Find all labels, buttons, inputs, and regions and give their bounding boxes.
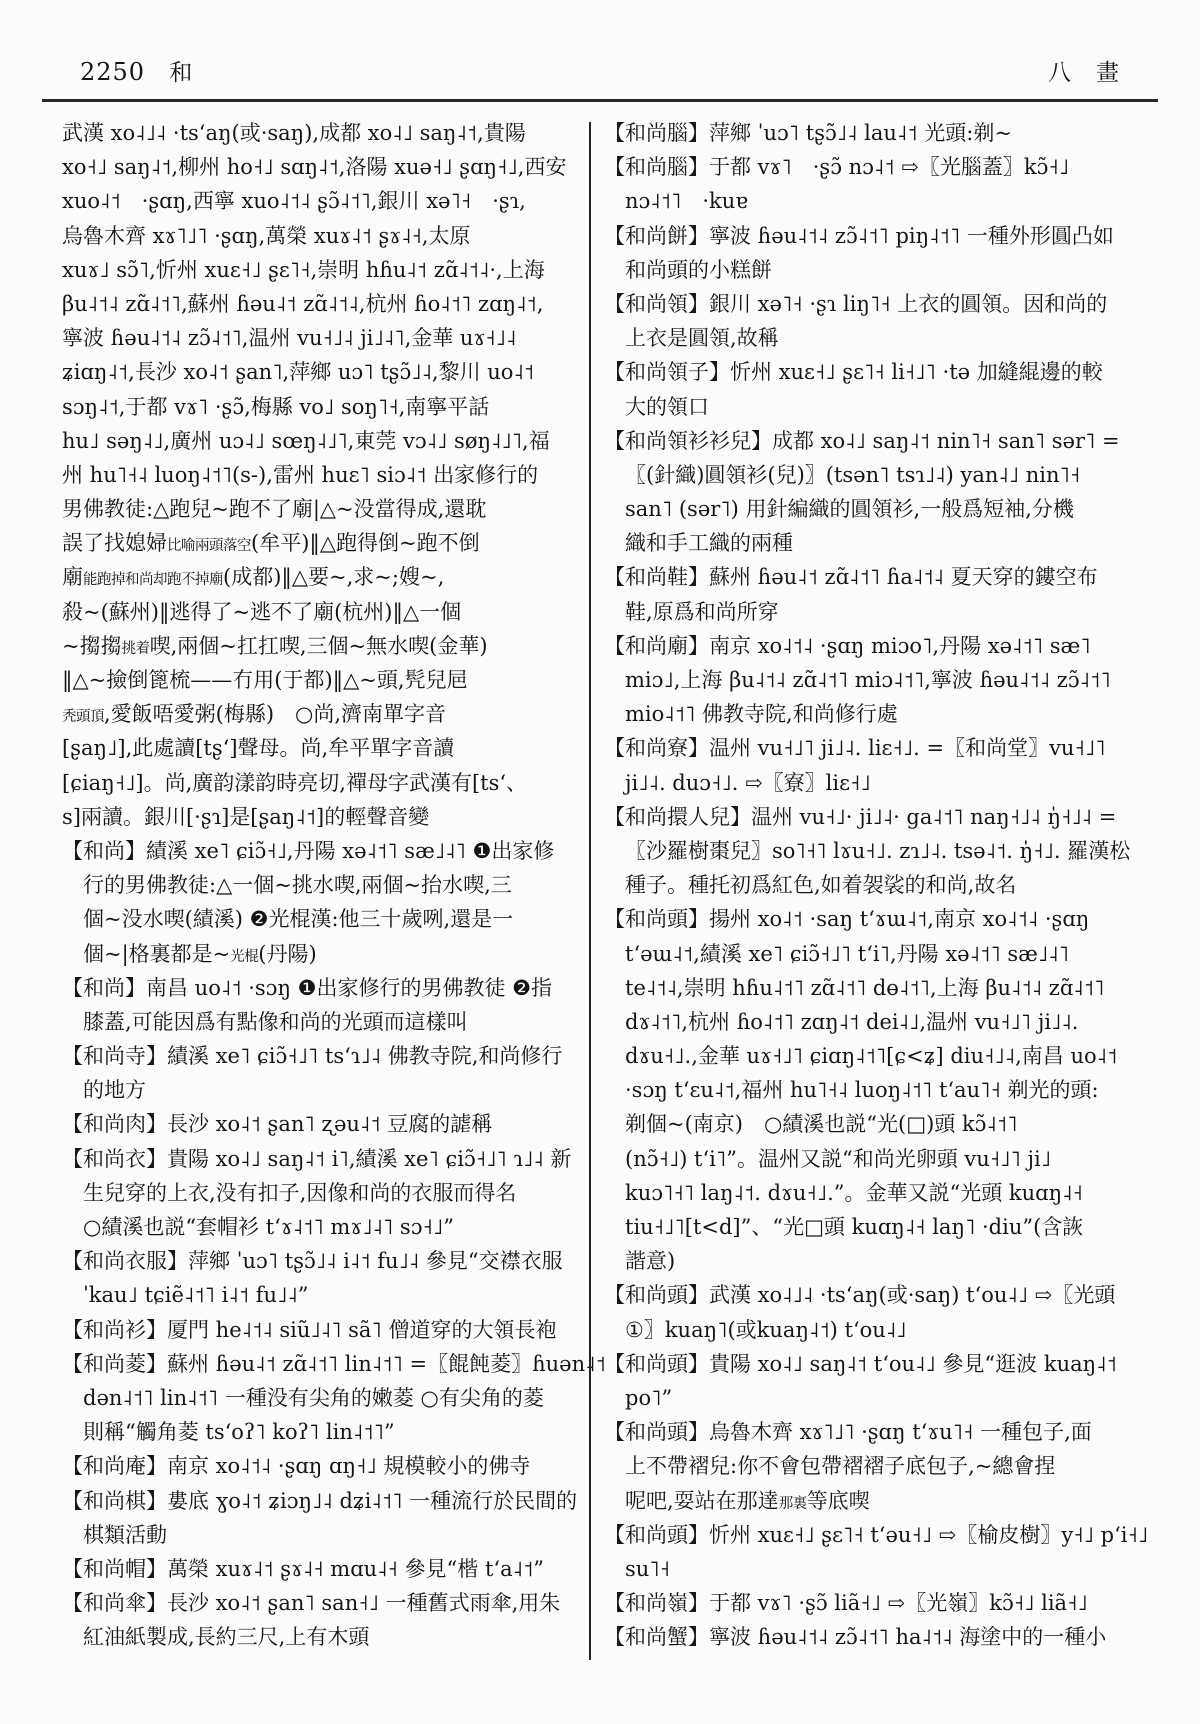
text-line xyxy=(62,321,586,355)
text-line xyxy=(62,560,586,594)
text-segment: 【和尚領子】忻州 xuɛ˧˩ ʂɛ˥˧ li˧˩˥ ·tə 加縫緄邊的較 xyxy=(604,360,1103,385)
text-segment: kuɔ˥˧˥ laŋ˨˦. dɤu˧˩.”。金華又説“光頭 kuɑŋ˨˧ xyxy=(625,1180,1083,1205)
text-segment: 上衣是圓領,故稱 xyxy=(625,326,779,351)
text-segment: mio˨˦˥ 佛教寺院,和尚修行處 xyxy=(625,702,898,727)
text-segment: 剃個~(南京) ○績溪也説“光(□)頭 kɔ̃˨˦˥ xyxy=(625,1112,1018,1137)
text-line xyxy=(62,526,586,560)
annotation-small-text: 秃頭頂 xyxy=(62,709,104,726)
text-segment: su˥˧ xyxy=(625,1556,671,1581)
text-segment: 【和尚嶺】于都 vɤ˥ ·ʂɔ̃ liã˧˩ ⇨〖光嶺〗kɔ̃˧˩ liã˧˩ xyxy=(604,1591,1088,1616)
text-line xyxy=(604,287,1139,321)
annotation-small-text: 光棍 xyxy=(230,948,259,965)
text-segment: 呢吧,耍站在那達 xyxy=(625,1488,779,1513)
text-line xyxy=(62,902,586,936)
text-segment: [ʂaŋ˩],此處讀[tʂʻ]聲母。尚,牟平單字音讀 xyxy=(62,736,455,761)
annotation-small-text: 挑着 xyxy=(121,640,150,657)
text-segment: xuɤ˩ sɔ̃˥,忻州 xuɛ˧˩ ʂɛ˥˧,崇明 hɦu˨˦ zɑ̃˨˦˨·,上海 xyxy=(62,257,545,282)
text-segment: 寧波 ɦəu˨˦˨ zɔ̃˨˦˥,温州 vu˧˩˨ ji˩˨˥,金華 uɤ˧˩˨ xyxy=(62,326,517,351)
text-line xyxy=(604,492,1139,526)
text-line xyxy=(604,1449,1139,1483)
text-line xyxy=(604,629,1139,663)
text-line xyxy=(62,150,586,184)
text-line xyxy=(62,1449,586,1483)
text-segment: 則稱“觸角菱 tsʻoʔ˥ koʔ˥ lin˨˦˥” xyxy=(83,1420,395,1445)
text-segment: po˥” xyxy=(625,1385,673,1410)
text-segment: 〖(針織)圓領衫(兒)〗(tsən˥ tsɿ˩˨) yan˨˩ nin˥˧ xyxy=(625,462,1081,487)
page-header xyxy=(0,0,1200,87)
text-segment: 【和尚鞋】蘇州 ɦəu˨˦ zɑ̃˨˦˥ ɦa˨˦˨ 夏天穿的鏤空布 xyxy=(604,565,1098,590)
text-line xyxy=(604,1278,1139,1312)
annotation-small-text: 那裏 xyxy=(778,1495,807,1512)
section-character: 和 xyxy=(169,60,194,86)
text-segment: 喫,兩個~扛扛喫,三個~無水喫(金華) xyxy=(149,633,488,658)
text-line xyxy=(604,184,1139,218)
text-segment: 廟 xyxy=(62,565,83,590)
text-line xyxy=(62,253,586,287)
text-line xyxy=(62,1244,586,1278)
text-line xyxy=(62,424,586,458)
text-segment: 【和尚領衫衫兒】成都 xo˨˩ saŋ˨˦ nin˥˧ san˥ sər˥ = xyxy=(604,428,1120,453)
text-line xyxy=(62,697,586,731)
header-right xyxy=(1048,54,1120,87)
text-line xyxy=(62,1039,586,1073)
text-segment: 【和尚頭】貴陽 xo˨˩ saŋ˨˦ tʻou˨˩ 參見“逛波 kuaŋ˨˦ xyxy=(604,1351,1117,1376)
text-line xyxy=(62,1381,586,1415)
text-segment: 行的男佛教徒:△一個~挑水喫,兩個~抬水喫,三 xyxy=(83,873,512,898)
text-segment: 諧意) xyxy=(625,1249,676,1274)
text-segment: 烏魯木齊 xɤ˥˩˥ ·ʂɑŋ,萬榮 xuɤ˨˦ ʂɤ˨˧,太原 xyxy=(62,223,471,248)
text-line xyxy=(604,424,1139,458)
text-segment: 個~|格裏都是~ xyxy=(83,941,231,966)
text-line xyxy=(62,458,586,492)
text-line xyxy=(604,1381,1139,1415)
text-segment: 〖沙羅樹棗兒〗so˥˧˥ lɤu˧˩. zɿ˩˨. tsə˨˦. ŋ̍˧˩. 羅漢松 xyxy=(625,838,1131,863)
text-line xyxy=(604,1347,1139,1381)
text-segment: (丹陽) xyxy=(258,941,317,966)
text-line xyxy=(62,1484,586,1518)
text-segment: dɤu˧˩.,金華 uɤ˧˩˥ ɕiɑŋ˨˦˥[ɕ<ʑ] diu˧˩˨,南昌 uo˨˦ xyxy=(625,1044,1118,1069)
text-segment: san˥ (sər˥) 用針編織的圓領衫,一般爲短袖,分機 xyxy=(625,497,1074,522)
text-line xyxy=(62,492,586,526)
text-segment: 等底喫 xyxy=(806,1488,870,1513)
page-number: 2250 xyxy=(80,58,146,86)
text-segment: s]兩讀。銀川[·ʂɿ]是[ʂaŋ˨˦]的輕聲音變 xyxy=(62,804,430,829)
text-line xyxy=(62,800,586,834)
text-segment: 男佛教徒:△跑兒~跑不了廟|△~没當得成,還耽 xyxy=(62,497,487,522)
text-line xyxy=(604,219,1139,253)
text-line xyxy=(604,1039,1139,1073)
text-line xyxy=(604,321,1139,355)
text-line xyxy=(62,1552,586,1586)
text-segment: 【和尚傘】長沙 xo˨˦ ʂan˥ san˧˩ 一種舊式雨傘,用朱 xyxy=(62,1591,561,1616)
text-line xyxy=(604,390,1139,424)
text-segment: 【和尚衫】厦門 he˨˦˨ siũ˩˨˥ sã˥ 僧道穿的大領長袍 xyxy=(62,1317,557,1342)
text-segment: dɤ˨˦˥,杭州 ɦo˨˦˥ zɑŋ˨˦ dei˨˩,温州 vu˧˩˥ ji˩˨. xyxy=(625,1009,1079,1034)
text-line xyxy=(62,766,586,800)
text-line xyxy=(604,1142,1139,1176)
text-line xyxy=(62,1518,586,1552)
text-segment: 【和尚寮】温州 vu˧˩˥ ji˩˨. liɛ˧˩. =〖和尚堂〗vu˧˩˥ xyxy=(604,736,1106,761)
text-line xyxy=(62,287,586,321)
text-segment: 【和尚棋】婁底 ɣo˨˦ ʑiɔŋ˩˨ dʑi˨˦˥ 一種流行於民間的 xyxy=(62,1488,578,1513)
text-segment: ʑiɑŋ˨˦,長沙 xo˨˦ ʂan˥,萍鄉 uɔ˥ tʂɔ̃˩˨,黎川 uo˨˦ xyxy=(62,360,535,385)
text-segment: [ɕiaŋ˧˩]。尚,廣韵漾韵時亮切,禪母字武漢有[tsʻ、 xyxy=(62,770,528,795)
text-segment: 種子。種托初爲紅色,如着袈裟的和尚,故名 xyxy=(625,873,1017,898)
text-segment: ‖△~撿倒篦梳——冇用(于都)‖△~頭,髠兒㞎 xyxy=(62,668,468,692)
text-line xyxy=(604,595,1139,629)
text-line xyxy=(604,458,1139,492)
text-segment: xo˧˩ saŋ˨˦,柳州 ho˧˩ sɑŋ˨˦,洛陽 xuə˧˩ ʂɑŋ˧˩,西安 xyxy=(62,155,567,180)
text-line xyxy=(62,1586,586,1620)
text-line xyxy=(62,663,586,697)
text-segment: 【和尚肉】長沙 xo˨˦ ʂan˥ ʐəu˨˦ 豆腐的謔稱 xyxy=(62,1112,493,1137)
text-line xyxy=(62,116,586,150)
text-line xyxy=(604,800,1139,834)
text-segment: 州 hu˥˧˨ luoŋ˨˦˥(s-),雷州 huɛ˥ siɔ˨˦ 出家修行的 xyxy=(62,462,539,487)
text-segment: dən˨˦˥ lin˨˦˥ 一種没有尖角的嫩菱 ○有尖角的菱 xyxy=(83,1385,544,1410)
text-line xyxy=(62,1005,586,1039)
text-line xyxy=(62,937,586,971)
text-segment: ○績溪也説“套帽衫 tʻɤ˨˦˥ mɤ˩˨˥ sɔ˧˩” xyxy=(83,1215,454,1239)
text-segment: 的地方 xyxy=(83,1078,146,1103)
text-segment: 大的領口 xyxy=(625,394,709,419)
text-line xyxy=(604,1176,1139,1210)
text-segment: ·sɔŋ tʻɛu˨˦,福州 hu˥˧˨ luoŋ˨˦˥ tʻau˥˧ 剃光的頭: xyxy=(625,1078,1099,1103)
text-segment: 【和尚廟】南京 xo˨˦˨ ·ʂɑŋ miɔo˥,丹陽 xə˨˦˥ sæ˥ xyxy=(604,633,1091,658)
annotation-small-text: 比喻兩頭落空 xyxy=(167,538,251,555)
text-line xyxy=(604,697,1139,731)
text-segment: 棋類活動 xyxy=(83,1522,167,1547)
annotation-small-text: 能跑掉和尚却跑不掉廟 xyxy=(83,572,223,589)
text-segment: 【和尚衣】貴陽 xo˨˩ saŋ˨˦ i˥,績溪 xe˥ ɕiɔ̃˧˩˥ ɿ˩˨ 新 xyxy=(62,1146,572,1171)
text-segment: ˈkau˩ tɕiẽ˨˦˥ i˨˦ fu˩˨” xyxy=(83,1283,309,1308)
text-line xyxy=(604,971,1139,1005)
text-segment: 上不帶褶兒:你不會包帶褶褶子底包子,~總會捏 xyxy=(625,1454,1056,1479)
text-segment: sɔŋ˨˦,于都 vɤ˥ ·ʂɔ̃,梅縣 vo˩ soŋ˥˧,南寧平話 xyxy=(62,394,490,419)
column-left xyxy=(62,116,606,1660)
text-segment: 【和尚】績溪 xe˥ ɕiɔ̃˧˩,丹陽 xə˨˦˥ sæ˩˨˥ ❶出家修 xyxy=(62,838,555,863)
text-line xyxy=(62,390,586,424)
text-line xyxy=(604,1005,1139,1039)
text-line xyxy=(604,766,1139,800)
text-line xyxy=(604,560,1139,594)
text-line xyxy=(62,355,586,389)
text-line xyxy=(62,1620,586,1654)
text-columns xyxy=(0,102,1200,1660)
text-line xyxy=(604,1244,1139,1278)
text-segment: 【和尚庵】南京 xo˨˦˨ ·ʂɑŋ ɑŋ˧˩ 規模較小的佛寺 xyxy=(62,1454,531,1479)
text-line xyxy=(604,1107,1139,1141)
text-line xyxy=(62,731,586,765)
text-line xyxy=(62,1313,586,1347)
text-segment: 【和尚餅】寧波 ɦəu˨˦˨ zɔ̃˨˦˥ piŋ˨˦˥ 一種外形圓凸如 xyxy=(604,223,1114,248)
text-line xyxy=(62,219,586,253)
text-line xyxy=(604,1415,1139,1449)
text-line xyxy=(604,902,1139,936)
text-line xyxy=(604,1620,1139,1654)
text-segment: xuo˨˦ ·ʂɑŋ,西寧 xuo˨˦˨ ʂɔ̃˨˦˥,銀川 xə˥˧ ·ʂɿ, xyxy=(62,189,526,214)
text-segment: 【和尚】南昌 uo˨˦ ·sɔŋ ❶出家修行的男佛教徒 ❷指 xyxy=(62,975,552,1000)
text-line xyxy=(604,1073,1139,1107)
text-segment: 【和尚領】銀川 xə˥˧ ·ʂɿ liŋ˥˧ 上衣的圓領。因和尚的 xyxy=(604,291,1108,316)
text-segment: 【和尚衣服】萍鄉 ˈuɔ˥ tʂɔ̃˩˨ i˨˦ fu˩˨ 參見“交襟衣服 xyxy=(62,1249,563,1274)
text-segment: 【和尚菱】蘇州 ɦəu˨˦ zɑ̃˨˦˥ lin˨˦˥ =〖餛飩菱〗ɦuən˨˦ xyxy=(62,1351,606,1376)
text-line xyxy=(604,1586,1139,1620)
text-segment: 【和尚腦】萍鄉 ˈuɔ˥ tʂɔ̃˩˨ lau˨˦ 光頭:剃~ xyxy=(604,121,1012,145)
text-segment: ~搊搊 xyxy=(62,633,122,658)
text-segment: ①〗kuaŋ˥(或kuaŋ˨˦) tʻou˨˩ xyxy=(625,1317,907,1342)
text-segment: 膝蓋,可能因爲有點像和尚的光頭而這樣叫 xyxy=(83,1009,468,1034)
text-segment: 【和尚頭】烏魯木齊 xɤ˥˩˥ ·ʂɑŋ tʻɤu˥˧ 一種包子,面 xyxy=(604,1420,1092,1445)
text-segment: tʻəɯ˨˦,績溪 xe˥ ɕiɔ̃˧˩˥ tʻi˥,丹陽 xə˨˦˥ sæ˩˨˥ xyxy=(625,941,1069,966)
header-left xyxy=(80,54,193,87)
text-line xyxy=(62,834,586,868)
text-segment: 【和尚寺】績溪 xe˥ ɕiɔ̃˧˩˥ tsʻɿ˩˨ 佛教寺院,和尚修行 xyxy=(62,1044,563,1069)
text-segment: tiu˧˩˥[t<d]”、“光□頭 kuɑŋ˨˧ laŋ˥ ·diu”(含詼 xyxy=(625,1215,1084,1239)
text-segment: ji˩˨. duɔ˧˩. ⇨〖寮〗liɛ˧˩ xyxy=(625,770,871,795)
text-segment: 紅油紙製成,長約三尺,上有木頭 xyxy=(83,1625,370,1650)
text-line xyxy=(62,1073,586,1107)
text-segment: 【和尚腦】于都 vɤ˥ ·ʂɔ̃ nɔ˨˦ ⇨〖光腦蓋〗kɔ̃˧˩ xyxy=(604,155,1070,180)
text-segment: nɔ˨˦˥ ·kuɐ xyxy=(625,189,748,214)
text-segment: te˨˦˨,崇明 hɦu˨˦˥ zɑ̃˨˦˥ dɵ˨˦˥,上海 βu˨˦˨ zɑ̃˨˦˥ xyxy=(625,975,1105,1000)
text-line xyxy=(604,150,1139,184)
text-segment: ,愛飯唔愛粥(梅縣) ○尚,濟南單字音 xyxy=(104,702,447,727)
text-line xyxy=(604,355,1139,389)
text-line xyxy=(604,116,1139,150)
text-line xyxy=(604,1313,1139,1347)
text-line xyxy=(62,629,586,663)
text-segment: 誤了找媳婦 xyxy=(62,531,167,556)
column-right xyxy=(591,116,1149,1660)
text-line xyxy=(62,1176,586,1210)
text-line xyxy=(604,731,1139,765)
text-line xyxy=(604,1518,1149,1552)
text-line xyxy=(62,1107,586,1141)
text-segment: 【和尚帽】萬榮 xuɤ˨˦ ʂɤ˨˧ mɑu˨˧ 參見“楷 tʻa˨˦” xyxy=(62,1556,545,1581)
text-line xyxy=(604,937,1139,971)
text-line xyxy=(62,868,586,902)
text-segment: (nɔ̃˧˩) tʻi˥”。温州又説“和尚光卵頭 vu˧˩˥ ji˩ xyxy=(625,1146,1052,1171)
text-line xyxy=(604,1552,1139,1586)
text-line xyxy=(604,526,1139,560)
text-segment: 織和手工織的兩種 xyxy=(625,531,793,556)
text-line xyxy=(62,1210,586,1244)
text-line xyxy=(604,834,1139,868)
text-line xyxy=(604,1210,1139,1244)
text-line xyxy=(62,1347,606,1381)
text-segment: 【和尚擐人兒】温州 vu˧˩· ji˩˨· ga˨˦˥ naŋ˧˩˨ ŋ̍˧˩˨ = xyxy=(604,804,1117,829)
text-segment: hu˩ səŋ˨˩,廣州 uɔ˨˩ sœŋ˨˩˥,東莞 vɔ˨˩ søŋ˨˩˥,福 xyxy=(62,428,550,453)
text-segment: 個~没水喫(績溪) ❷光棍漢:他三十歲咧,還是一 xyxy=(83,907,514,932)
text-segment: 生兒穿的上衣,没有扣子,因像和尚的衣服而得名 xyxy=(83,1180,517,1205)
text-segment: (牟平)‖△跑得倒~跑不倒 xyxy=(251,531,480,556)
text-segment: miɔ˩,上海 βu˨˦˨ zɑ̃˨˦˥ miɔ˨˦˥,寧波 ɦəu˨˦˨ zɔ̃˨˦˥ xyxy=(625,668,1111,692)
text-line xyxy=(62,1142,586,1176)
text-segment: βu˨˦˨ zɑ̃˨˦˥,蘇州 ɦəu˨˦ zɑ̃˨˦˨,杭州 ɦo˨˦˥ zɑŋ˨˦, xyxy=(62,291,544,316)
text-segment: 和尚頭的小糕餅 xyxy=(625,257,772,282)
text-segment: 【和尚頭】忻州 xuɛ˧˩ ʂɛ˥˧ tʻəu˧˩ ⇨〖榆皮樹〗y˧˩ pʻi˧˩ xyxy=(604,1522,1149,1547)
text-line xyxy=(604,253,1139,287)
text-line xyxy=(604,663,1139,697)
text-segment: 殺~(蘇州)‖逃得了~逃不了廟(杭州)‖△一個 xyxy=(62,599,462,624)
text-segment: 武漢 xo˨˩˨ ·tsʻaŋ(或·saŋ),成都 xo˨˩ saŋ˨˦,貴陽 xyxy=(62,121,526,145)
text-segment: (成都)‖△要~,求~;嫂~, xyxy=(223,565,445,590)
text-line xyxy=(62,184,586,218)
text-line xyxy=(604,868,1139,902)
text-segment: 【和尚頭】武漢 xo˨˩˨ ·tsʻaŋ(或·saŋ) tʻou˨˩ ⇨〖光頭 xyxy=(604,1283,1116,1308)
radical-stroke-label: 八 畫 xyxy=(1048,60,1120,86)
text-segment: 鞋,原爲和尚所穿 xyxy=(625,599,779,624)
text-segment: 【和尚頭】揚州 xo˨˦ ·saŋ tʻɤɯ˨˦,南京 xo˨˦˨ ·ʂɑŋ xyxy=(604,907,1090,932)
text-line xyxy=(62,1415,586,1449)
text-segment: 【和尚蟹】寧波 ɦəu˨˦˨ zɔ̃˨˦˥ ha˨˦˨ 海塗中的一種小 xyxy=(604,1625,1107,1650)
text-line xyxy=(62,595,586,629)
text-line xyxy=(62,1278,586,1312)
text-line xyxy=(604,1484,1139,1518)
text-line xyxy=(62,971,586,1005)
